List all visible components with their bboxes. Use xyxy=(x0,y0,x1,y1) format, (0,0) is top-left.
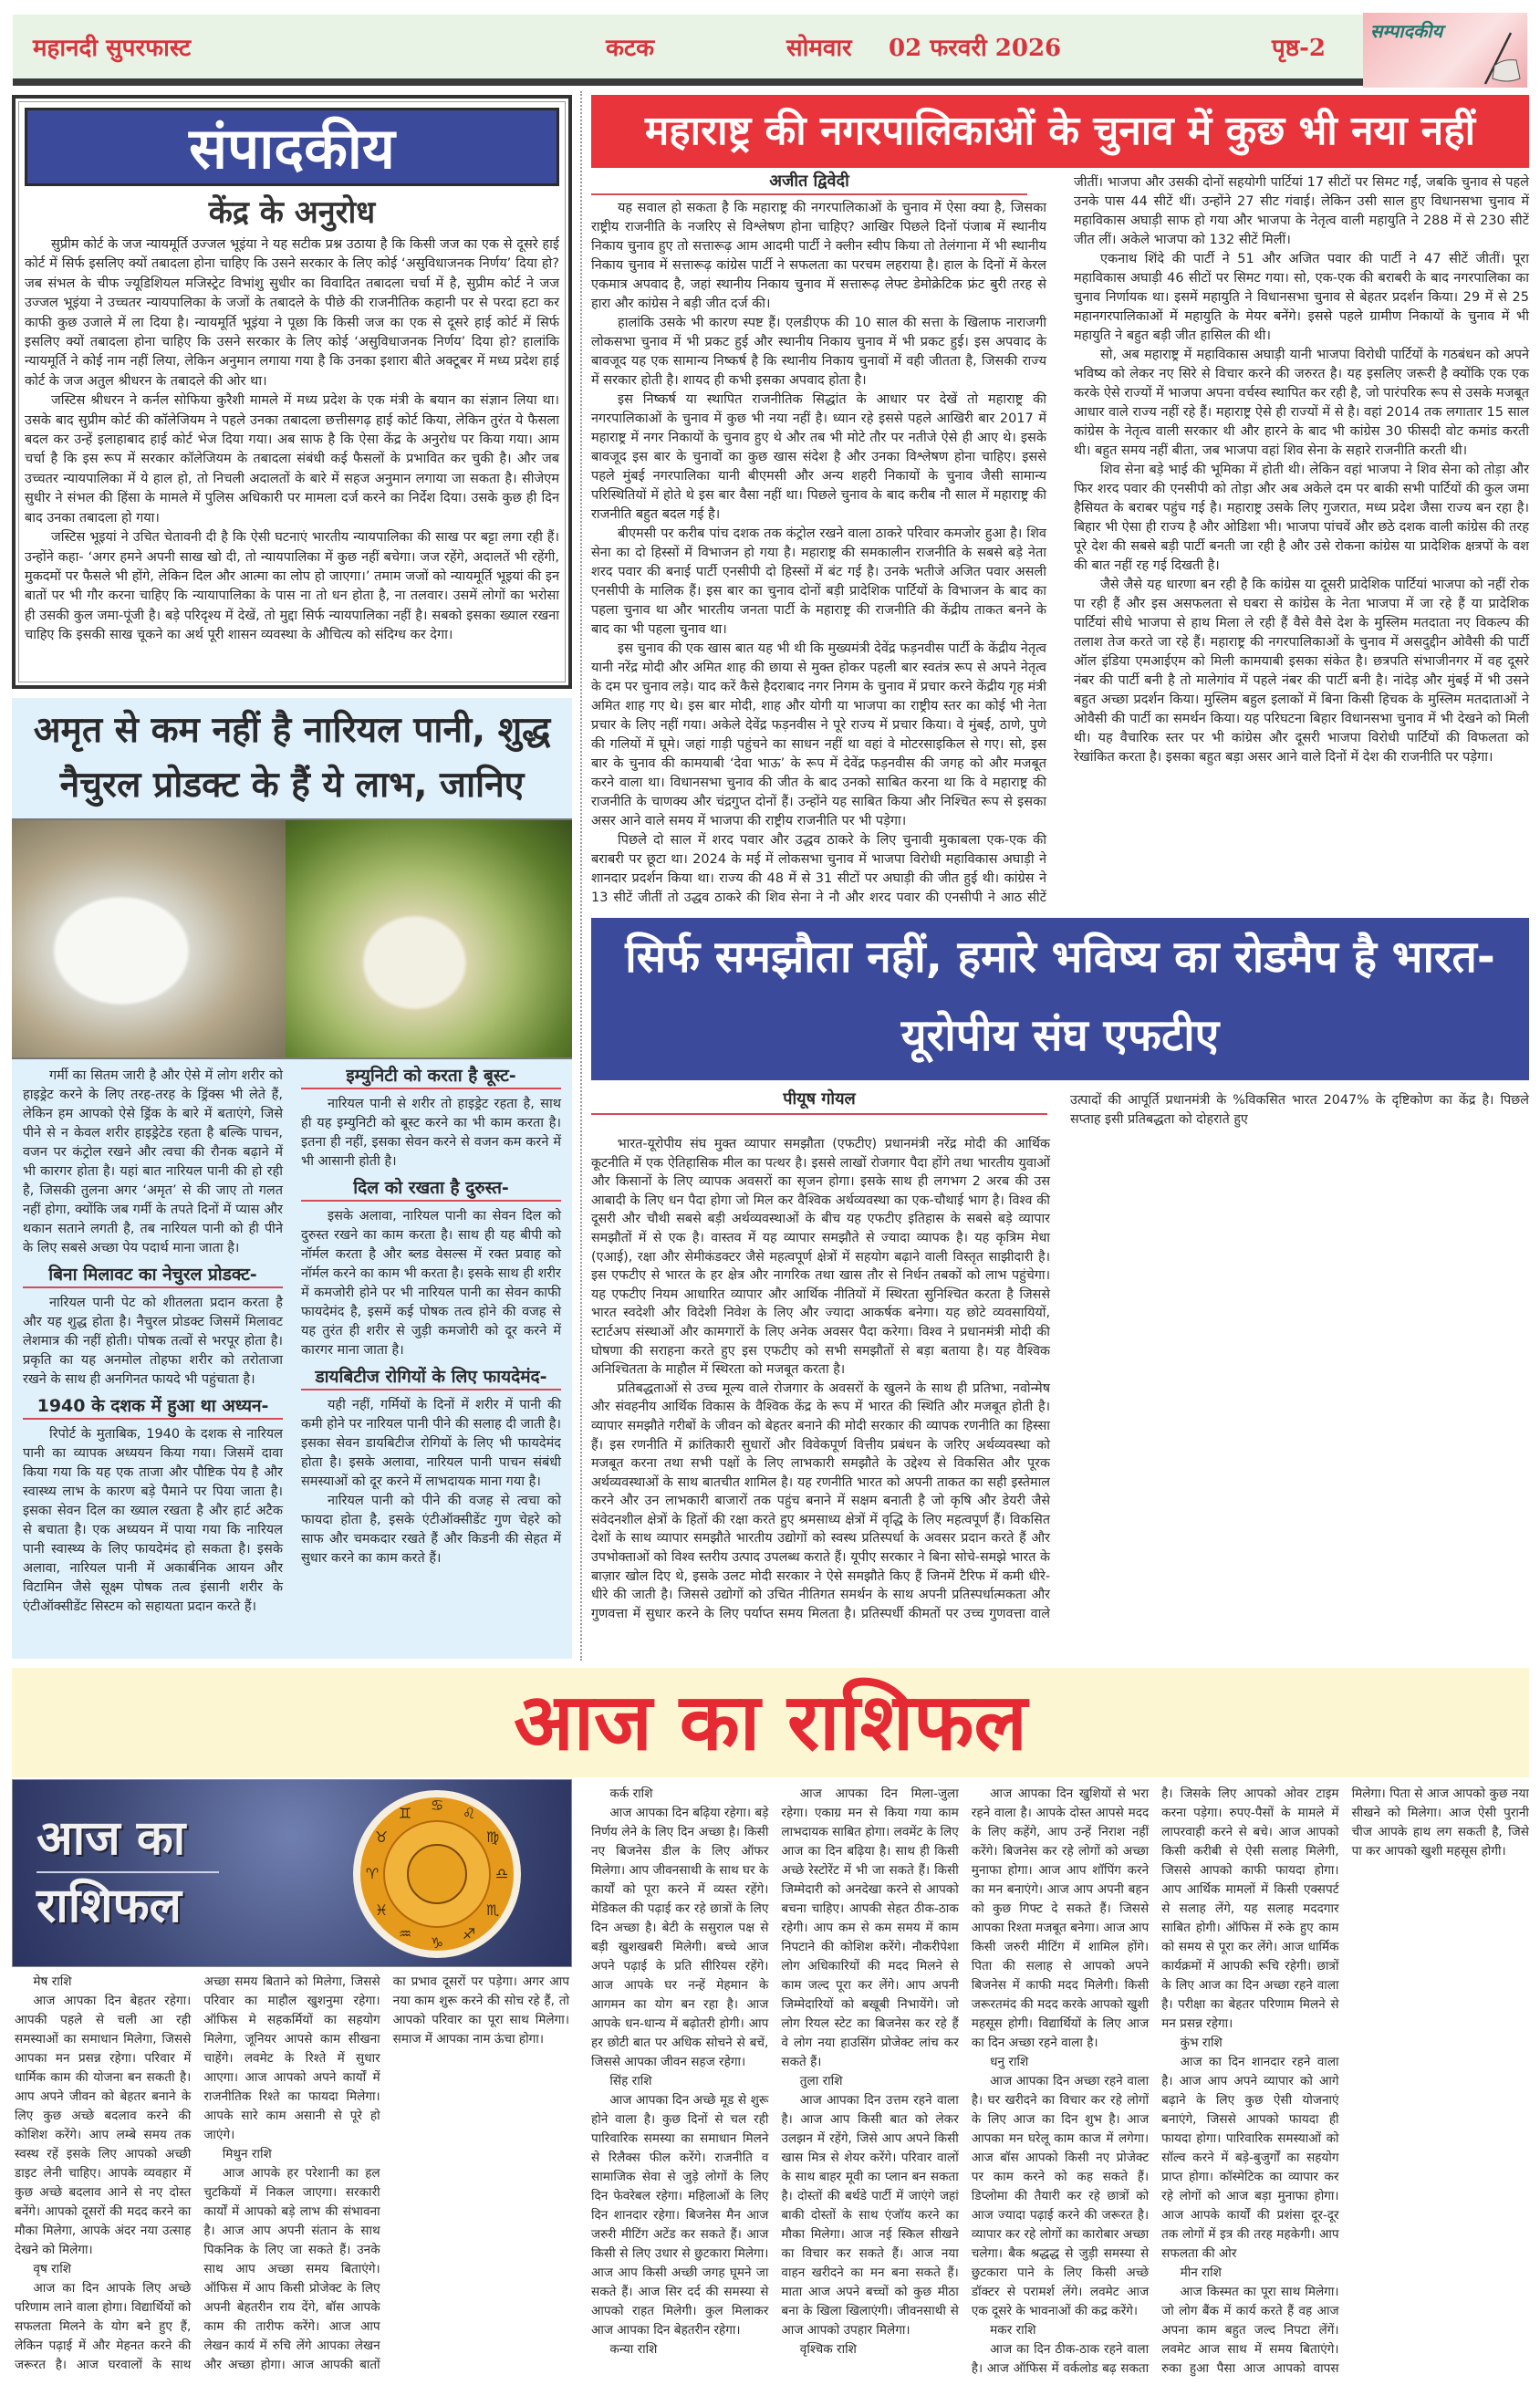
zodiac-sign-name: कुंभ राशि xyxy=(1180,2036,1223,2050)
paragraph: नारियल पानी से शरीर तो हाइड्रेट रहता है, साथ ही यह इम्युनिटी को बूस्ट करने का भी काम करता है। इतना ही नहीं, इसका सेवन करने से वजन कम करने में भी आसानी होती है। xyxy=(301,1097,561,1169)
svg-text:♑: ♑ xyxy=(430,1934,444,1952)
editorial-subtitle: केंद्र के अनुरोध xyxy=(208,194,376,231)
svg-text:♐: ♐ xyxy=(462,1925,476,1942)
horoscope-image xyxy=(12,1779,572,1967)
svg-text:♌: ♌ xyxy=(462,1805,476,1822)
horoscope-text: आज आपका दिन अच्छे मूड से शुरू होने वाला है। कुछ दिनों से चल रही पारिवारिक समस्या का समाधान मिलने से रिलैक्स फील करेंगे। राजनीति व सामाजिक सेवा से जुड़े लोगों के लिए दिन फेवरेबल रहेगा। महिलाओं के लिए दिन शानदार रहेगा। बिजनेस मैन आज जरुरी मीटिंग अटेंड कर सकते हैं। आज किसी से लिए उधार से छुटकारा मिलेगा। आज आप किसी अच्छी जगह घूमने जा सकते हैं। आज सिर दर्द की समस्या से आपको राहत मिलेगी। कुल मिलाकर आज आपका दिन बेहतरीन रहेगा। xyxy=(591,2093,769,2338)
article-headline: महाराष्ट्र की नगरपालिकाओं के चुनाव में कुछ भी नया नहीं xyxy=(591,95,1529,168)
section-heading: इम्युनिटी को करता है बूस्ट- xyxy=(301,1067,561,1089)
svg-text:♒: ♒ xyxy=(398,1925,412,1942)
editorial-title: संपादकीय xyxy=(25,108,559,186)
article-body xyxy=(23,1067,561,1651)
image-text-line: आज का xyxy=(36,1806,219,1873)
horoscope-text: आज आपका दिन खुशियों से भरा रहने वाला है। आपके दोस्त आपसे मदद के लिए कहेंगे, आप उन्हें निराश नहीं करेंगे। बिजनेस कर रहे लोगों को अच्छा मुनाफा होगा। आज आप शॉपिंग करने का मन बनाएंगे। आज आप अपनी बहन को कुछ गिफ्ट दे सकते हैं। जिससे आपका रिश्ता मजबूत बनेगा। आज आप किसी जरुरी मीटिंग में शामिल होंगे। पिता की सलाह से आपको अपने बिजनेस में काफी मदद मिलेगी। किसी जरूरतमंद की मदद करके आपको खुशी महसूस होगी। विद्यार्थियों के लिए आज का दिन अच्छा रहने वाला है। xyxy=(971,1786,1150,2050)
horoscope-image-text xyxy=(36,1806,219,1939)
column-divider xyxy=(580,91,582,1661)
paragraph: सो, अब महाराष्ट्र में महाविकास अघाड़ी यानी भाजपा विरोधी पार्टियों के गठबंधन को अपने भविष्य को लेकर नए सिरे से विचार करने की जरुरत है। यह इसलिए जरूरी है क्योंकि एक एक करके ऐसे राज्यों में भाजपा अपना वर्चस्व स्थापित कर रही है, जो पारंपरिक रूप से उसके मजबूत आधार वाले राज्य नहीं रहे हैं। महाराष्ट्र ऐसे ही राज्यों में से है। वहां 2014 तक लगातार 15 साल कांग्रेस के नेतृत्व वाली सरकार थी और हारने के बाद भी कांग्रेस 30 फीसदी वोट कमांड करती थी। बहुत समय नहीं बीता, जब भाजपा वहां शिव सेना के सहारे राजनीति करती थी। xyxy=(1074,348,1529,458)
editorial-body xyxy=(25,235,559,646)
logo-text: सम्पादकीय xyxy=(1370,20,1443,42)
horoscope-text: आज का दिन शानदार रहने वाला है। आज आप अपने व्यापार को आगे बढ़ाने के लिए कुछ ऐसी योजनाएं बनाएंगे, जिससे आपको फायदा ही फायदा होगा। पारिवारिक समस्याओं को सॉल्व करने में बड़े-बुजुर्गों का सहयोग प्राप्त होगा। कॉस्मेटिक का व्यापार कर रहे लोगों को आज बड़ा मुनाफा होगा। आज आपके कार्यों की प्रशंसा दूर-दूर तक लोगों में इत्र की तरह महकेगी। आप सफलता की ओर xyxy=(1161,2055,1339,2261)
paragraph: गर्मी का सितम जारी है और ऐसे में लोग शरीर को हाइड्रेट करने के लिए तरह-तरह के ड्रिंक्स भी लेते हैं, लेकिन हम आपको ऐसे ड्रिंक के बारे में बताएंगे, जिसे पीने से न केवल शरीर हाइड्रेटेड रहता है बल्कि पाचन, वजन पर कंट्रोल रखने और त्वचा की रौनक बढ़ाने में भी कारगर होता है। यहां बात नारियल पानी की हो रही है, जिसकी तुलना अगर ‘अमृत’ से की जाए तो गलत नहीं होगा, क्योंकि जब गर्मी के तपते दिनों में प्यास और थकान सताने लगती है, तब नारियल पानी को ही पीने के लिए सबसे अच्छा पेय पदार्थ माना जाता है। xyxy=(23,1068,283,1255)
pen-hand-icon xyxy=(1458,29,1522,88)
zodiac-sign-name: कर्क राशि xyxy=(609,1786,653,1801)
zodiac-wheel-icon xyxy=(332,1787,542,1961)
page-number: पृष्ठ-2 xyxy=(1272,35,1326,62)
coconut-water-article xyxy=(12,698,572,1659)
paragraph: इस चुनाव की एक खास बात यह भी थी कि मुख्यमंत्री देवेंद्र फड़नवीस पार्टी के केंद्रीय नेतृत्व यानी नरेंद्र मोदी और अमित शाह की छाया से मुक्त होकर पहली बार स्वतंत्र रूप से अपने नेतृत्व के दम पर चुनाव लड़े। याद करें कैसे हैदराबाद नगर निगम के चुनाव में प्रचार करने केंद्रीय गृह मंत्री अमित शाह गए थे। इस बार मोदी, शाह और योगी या भाजपा का राष्ट्रीय स्तर का कोई भी नेता प्रचार के लिए नहीं गया। अकेले देवेंद्र फड़नवीस ने पूरे राज्य में प्रचार किया। वे मुंबई, ठाणे, पुणे की गलियों में घूमे। जहां गाड़ी पहुंचने का साधन नहीं था वहां वे मोटरसाइकिल से गए। सो, इस बार के चुनाव की कामयाबी ‘देवा भाऊ’ के रूप में देवेंद्र फड़नवीस की जगह को और मजबूत करने वाला था। विधानसभा चुनाव की जीत के बाद उनको साबित करना था कि वे महाराष्ट्र की राजनीति के चाणक्य और चंद्रगुप्त दोनों हैं। उन्होंने यह साबित किया और निश्चित रूप से इसका असर आने वाले समय में भाजपा की राष्ट्रीय राजनीति पर भी पड़ेगा। xyxy=(591,641,1046,828)
section-heading: बिना मिलावट का नेचुरल प्रोडक्ट- xyxy=(23,1265,283,1288)
paragraph: इसके अलावा, नारियल पानी का सेवन दिल को दुरुस्त रखने का काम करता है। साथ ही यह बीपी को नॉर्मल करता है और ब्लड वेसल्स में रक्त प्रवाह को नॉर्मल करने का काम भी करता है। इसके साथ ही शरीर में कमजोरी होने पर भी नारियल पानी का सेवन काफी फायदेमंद है, इसमें कई पोषक तत्व होने की वजह से यह तुरंत ही शरीर से जुड़ी कमजोरी को दूर करने में कारगर माना जाता है। xyxy=(301,1209,561,1358)
svg-text:♋: ♋ xyxy=(430,1797,444,1814)
horoscope-text: आज आपके हर परेशानी का हल चुटकियों में निकल जाएगा। सरकारी कार्यों में आपको बड़े लाभ की संभावना है। आज आप अपनी संतान के साथ पिकनिक के लिए जा सकते हैं। उनके साथ आप अच्छा समय बिताएंगे। ऑफिस में आप किसी प्रोजेक्ट के लिए अपनी बेहतरीन राय देंगे, बॉस आपके काम की तारीफ करेंगे। आज आप लेखन कार्य में रुचि लेंगे आपका लेखन और अच्छा होगा। आज आपकी बातों का प्रभाव दूसरों पर पड़ेगा। अगर आप नया काम शुरू करने की सोच रहे हैं, तो आपको परिवार का पूरा साथ मिलेगा। समाज में आपका नाम ऊंचा होगा। xyxy=(203,1974,569,2372)
paragraph: यह सवाल हो सकता है कि महाराष्ट्र की नगरपालिकाओं के चुनाव में ऐसा क्या है, जिसका राष्ट्रीय राजनीति के नजरिए से विश्लेषण होना चाहिए? आखिर पिछले दिनों पंजाब में स्थानीय निकाय चुनाव हुए तो सत्तारूढ़ आम आदमी पार्टी ने क्लीन स्वीप किया तो तेलंगाना में भी स्थानीय निकाय चुनाव में सत्तारूढ़ कांग्रेस पार्टी ने सफलता का परचम लहराया है। हाल के दिनों में केरल एकमात्र अपवाद है, जहां स्थानीय निकाय चुनाव में सत्तारूढ़ लेफ्ट डेमोक्रेटिक फ्रंट बुरी तरह से हारा और कांग्रेस ने बड़ी जीत दर्ज की। xyxy=(591,201,1046,311)
zodiac-sign-name: सिंह राशि xyxy=(609,2074,652,2088)
article-headline: सिर्फ समझौता नहीं, हमारे भविष्य का रोडमैप है भारत-यूरोपीय संघ एफटीए xyxy=(591,918,1529,1080)
paragraph: इस निष्कर्ष या स्थापित राजनीतिक सिद्धांत के आधार पर देखें तो महाराष्ट्र की नगरपालिकाओं के चुनाव में कुछ भी नया नहीं है। ध्यान रहे इससे पहले आखिरी बार 2017 में महाराष्ट्र में नगर निकायों के चुनाव हुए थे और तब भी मोटे तौर पर नतीजे ऐसे ही आए थे। इसके बावजूद इस बार के चुनावों का कुछ खास संदेश है और उनका विश्लेषण होना चाहिए। इससे पहले मुंबई नगरपालिका यानी बीएमसी और अन्य शहरी निकायों के चुनाव जैसी सामान्य परिस्थितियों में होते थे इस बार वैसा नहीं था। पिछले चुनाव के बाद करीब नौ साल में महाराष्ट्र की राजनीति बहुत बदल गई है। xyxy=(591,392,1046,522)
horoscope-text: आज आपका दिन मिला-जुला रहेगा। एकाग्र मन से किया गया काम लाभदायक साबित होगा। लवमेंट के लिए आज का दिन बढ़िया है। साथ ही किसी अच्छे रेस्टोरेंट में भी जा सकते हैं। किसी जिम्मेदारी को अनदेखा करने से आपको बचना चाहिए। आपकी सेहत ठीक-ठाक रहेगी। आप कम से कम समय में काम निपटाने की कोशिश करेंगे। नौकरीपेशा लोग अधिकारियों की मदद मिलने से काम जल्द पूरा कर लेंगे। आप अपनी जिम्मेदारियों को बखूबी निभायेंगे। जो लोग रियल स्टेट का बिजनेस कर रहे हैं वे लोग नया हाउसिंग प्रोजेक्ट लांच कर सकते हैं। xyxy=(781,1786,959,2069)
horoscope-text: आज आपका दिन उत्तम रहने वाला है। आज आप किसी बात को लेकर उलझन में रहेंगे, जिसे आप अपने किसी खास मित्र से शेयर करेंगे। परिवार वालों के साथ बाहर मूवी का प्लान बन सकता है। दोस्तों की बर्थडे पार्टी में जाएंगे जहां बाकी दोस्तों के साथ एंजॉय करने का मौका मिलेगा। आज नई स्किल सीखने का विचार कर सकते हैं। आज नया वाहन खरीदने का मन बना सकते हैं। माता आज अपने बच्चों को कुछ मीठा बना के खिला खिलाएंगी। जीवनसाथी से आज आपको उपहार मिलेगा। xyxy=(781,2093,959,2338)
zodiac-sign-name: मिथुन राशि xyxy=(222,2147,272,2161)
zodiac-sign-name: वृष राशि xyxy=(33,2262,71,2276)
horoscope-columns-right xyxy=(591,1785,1529,2381)
svg-text:♍: ♍ xyxy=(485,1828,500,1846)
glass-of-coconut-water-image xyxy=(12,820,286,1057)
horoscope-text: आज का दिन ठीक-ठाक रहने वाला है। आज ऑफिस में वर्कलोड बढ़ सकता है। जिसके लिए आपको ओवर टाइम करना पड़ेगा। रुपए-पैसों के मामले में लापरवाही करने से बचे। आज आपको किसी करीबी से ऐसी सलाह मिलेगी, जिससे आपको काफी फायदा होगा। आप आर्थिक मामलों में किसी एक्सपर्ट से सलाह लेंगे, यह सलाह मददगार साबित होगी। ऑफिस में रुके हुए काम को समय से पूरा कर लेंगे। आज धार्मिक कार्यक्रमों में आपकी रूचि रहेगी। छात्रों के लिए आज का दिन अच्छा रहने वाला है। परीक्षा का बेहतर परिणाम मिलने से मन प्रसन्न रहेगा। xyxy=(971,1786,1339,2376)
horoscope-columns-left xyxy=(15,1973,569,2381)
svg-text:♓: ♓ xyxy=(374,1901,389,1919)
zodiac-sign-name: मेष राशि xyxy=(33,1974,72,1989)
paragraph: जैसे जैसे यह धारणा बन रही है कि कांग्रेस या दूसरी प्रादेशिक पार्टियां भाजपा को नहीं रोक पा रही हैं और इस असफलता से घबरा से कांग्रेस के नेता भाजपा में जा रहे हैं या प्रादेशिक पार्टियां सीधे भाजपा से हाथ मिला ले रही हैं वैसे वैसे देश के मुस्लिम मतदाता नए विकल्प की तलाश तेज करते जा रहे हैं। महाराष्ट्र की नगरपालिकाओं के चुनाव में असदुद्दीन ओवैसी की पार्टी ऑल इंडिया एमआईएम को मिली कामयाबी इसका संकेत है। छत्रपति संभाजीनगर में वह दूसरे नंबर की पार्टी बनी है तो मालेगांव में पहले नंबर की पार्टी बनी है। नांदेड़ और मुंबई में भी उसने बहुत अच्छा प्रदर्शन किया। मुस्लिम बहुल इलाकों में बिना किसी हिचक के मुस्लिम मतदाताओं ने ओवैसी की पार्टी का समर्थन किया। यह परिघटना बिहार विधानसभा चुनाव में भी देखने को मिली थी। यह वैचारिक स्तर पर भी कांग्रेस और दूसरी भाजपा विरोधी पार्टियों की विफलता को रेखांकित करता है। इसका बहुत बड़ा असर आने वाले दिनों में देश की राजनीति पर पड़ेगा। xyxy=(1074,578,1529,765)
masthead xyxy=(13,15,1363,78)
article-body xyxy=(591,1091,1529,1657)
editorial-section-logo xyxy=(1363,13,1527,88)
paragraph: हालांकि उसके भी कारण स्पष्ट हैं। एलडीएफ की 10 साल की सत्ता के खिलाफ नाराजगी लोकसभा चुनाव में भी प्रकट हुई और स्थानीय निकाय चुनाव में भी प्रकट हुई। इस अपवाद के बावजूद यह एक सामान्य निष्कर्ष है कि स्थानीय निकाय चुनावों में वही जीतता है, जिसकी राज्य में सरकार होती है। शायद ही कभी इसका अपवाद होता है। xyxy=(591,316,1046,388)
section-heading: 1940 के दशक में हुआ था अध्यन- xyxy=(23,1397,283,1420)
open-coconut-image xyxy=(286,820,572,1057)
paragraph: शिव सेना बड़े भाई की भूमिका में होती थी। लेकिन वहां भाजपा ने शिव सेना को तोड़ा और फिर शरद पवार की एनसीपी को तोड़ा और अब अकेले दम पर बाकी सभी पार्टियों की कुल जमा हैसियत के बराबर पहुंच गई है। महाराष्ट्र उसके लिए गुजरात, मध्य प्रदेश जैसा राज्य बन रहा है। बिहार भी ऐसा ही राज्य है और ओडिशा भी। भाजपा पांचवें और छठे दशक वाली कांग्रेस की तरह पूरे देश की सबसे बड़ी पार्टी बनती जा रही है और उसे रोकना कांग्रेस या प्रादेशिक क्षत्रपों के वश की बात नहीं रह गई दिखती है। xyxy=(1074,463,1529,573)
zodiac-sign-name: कन्या राशि xyxy=(609,2342,658,2357)
paragraph: प्रतिबद्धताओं से उच्च मूल्य वाले रोजगार के अवसरों के खुलने के साथ ही प्रतिभा, नवोन्मेष और संवहनीय आर्थिक विकास के वैश्विक केंद्र के रूप में भारत की स्थिति और मजबूत होती है। व्यापार समझौते गरीबों के जीवन को बेहतर बनाने की मोदी सरकार की व्यापक रणनीति का हिस्सा हैं। इस रणनीति में क्रांतिकारी सुधारों और विवेकपूर्ण वित्तीय प्रबंधन के जरिए अर्थव्यवस्था को मजबूत करना तथा सभी पक्षों के लिए लाभकारी समझौते के उद्देश्य से विकसित और पूरक अर्थव्यवस्थाओं के साथ बातचीत शामिल है। यह रणनीति भारत को अपनी ताकत का सही इस्तेमाल करने और उन लाभकारी बाजारों तक पहुंच बनाने में सक्षम बनाती है जो कृषि और डेयरी जैसे संवेदनशील क्षेत्रों के हितों की रक्षा करते हुए श्रमसाध्य क्षेत्रों में वृद्धि के लिए महत्वपूर्ण हैं। विकसित देशों के साथ व्यापार समझौते भारतीय उद्योगों को स्वस्थ प्रतिस्पर्धा के अवसर प्रदान करते हैं और उपभोक्ताओं को विश्व स्तरीय उत्पाद उपलब्ध कराते हैं। यूपीए सरकार ने बिना सोचे-समझे भारत के बाज़ार खोल दिए थे, इसके उलट मोदी सरकार ने ऐसे समझौते किए हैं जिनमें टैरिफ में कमी धीरे-धीरे की जाती है। जिससे उद्योगों को उचित नीतिगत समर्थन के साथ अपनी प्रतिस्पर्धात्मकता और गुणवत्ता में सुधार करने के लिए पर्याप्त समय मिलता है। प्रतिस्पर्धी कीमतों पर उच्च गुणवत्ता वाले उत्पादों की आपूर्ति प्रधानमंत्री के %विकसित भारत 2047% के दृष्टिकोण का केंद्र है। पिछले सप्ताह इसी प्रतिबद्धता को दोहराते हुए xyxy=(591,1093,1529,1621)
svg-text:♈: ♈ xyxy=(365,1865,380,1882)
svg-text:♊: ♊ xyxy=(398,1805,412,1822)
section-heading: डायबिटीज रोगियों के लिए फायदेमंद- xyxy=(301,1368,561,1390)
paragraph: जस्टिस भूइयां ने उचित चेतावनी दी है कि ऐसी घटनाएं भारतीय न्यायपालिका की साख पर बट्टा लगा रही हैं। उन्होंने कहा- ‘अगर हमने अपनी साख खो दी, तो न्यायपालिका में कुछ नहीं बचेगा। जज रहेंगे, अदालतें भी रहेंगी, मुकदमों पर फैसले भी होंगे, लेकिन दिल और आत्मा का लोप हो जाएगा।’ तमाम जजों को न्यायमूर्ति भूइयां की इन बातों पर भी गौर करना चाहिए कि न्यायापालिका के पास ना तो धन होता है, ना तलवार। उसमें लोगों का भरोसा ही उसकी कुल जमा-पूंजी है। बड़े परिदृश्य में देखें, तो मुद्दा सिर्फ न्यायपालिका नहीं है। सबको इसका ख्याल रखना चाहिए कि इसकी साख चूकने का अर्थ पूरी शासन व्यवस्था के औचित्य को संदिग्ध कर देगा। xyxy=(25,530,559,643)
svg-text:♏: ♏ xyxy=(485,1901,500,1919)
horoscope-text: आज का दिन आपके लिए अच्छे परिणाम लाने वाला होगा। विद्यार्थियों को सफलता मिलने के योग बने हुए हैं, लेकिन पढ़ाई में और मेहनत करने की जरूरत है। आज घरवालों के साथ अच्छा समय बिताने को मिलेगा, जिससे परिवार का माहौल खुशनुमा रहेगा। ऑफिस मे सहकर्मियों का सहयोग मिलेगा, जूनियर आपसे काम सीखना चाहेंगे। लवमेट के रिश्ते में सुधार आएगा। आज आपको अपने कार्यों में राजनीतिक रिश्ते का फायदा मिलेगा। आपके सारे काम असानी से पूरे हो जाएंगे। xyxy=(15,1974,380,2372)
zodiac-sign-name: धनु राशि xyxy=(990,2055,1029,2069)
article-body xyxy=(591,173,1529,909)
horoscope-text: आज किस्मत का पूरा साथ मिलेगा। जो लोग बैंक में कार्य करते हैं वह आज अपना काम बहुत जल्द निपटा लेंगें। लवमेट आज साथ में समय बिताएंगे। रुका हुआ पैसा आज आपको वापस मिलेगा। पिता से आज आपको कुछ नया सीखने को मिलेगा। आज ऐसी पुरानी चीज आपके हाथ लग सकती है, जिसे पा कर आपको खुशी महसूस होगी। xyxy=(1161,1786,1529,2376)
article-headline: अमृत से कम नहीं है नारियल पानी, शुद्ध नैचुरल प्रोडक्ट के हैं ये लाभ, जानिए xyxy=(33,710,551,806)
paragraph: नारियल पानी को पीने की वजह से त्वचा को फायदा होता है, इसके एंटीऑक्सीडेंट गुण चेहरे को साफ और चमकदार रखते हैं और किडनी की सेहत में सुधार करने का काम करते हैं। xyxy=(301,1494,561,1566)
weekday: सोमवार xyxy=(786,35,852,62)
paragraph: भारत-यूरोपीय संघ मुक्त व्यापार समझौता (एफटीए) प्रधानमंत्री नरेंद्र मोदी की आर्थिक कूटनीति में एक ऐतिहासिक मील का पत्थर है। इससे लाखों रोजगार पैदा होंगे तथा भारतीय युवाओं और किसानों के लिए व्यापक अवसरों का सृजन होगा। इसके साथ ही लगभग 2 अरब की उस आबादी के लिए धन पैदा होगा जो मिल कर वैश्विक अर्थव्यवस्था का एक-चौथाई भाग है। विश्व की दूसरी और चौथी सबसे बड़ी अर्थव्यवस्थाओं के बीच यह एफटीए इतिहास के सबसे बड़े व्यापार समझौतों में से एक है। वास्तव में यह व्यापार समझौते से ज्यादा व्यापक है। यह कृत्रिम मेधा (एआई), रक्षा और सेमीकंडक्टर जैसे महत्वपूर्ण क्षेत्रों में सहयोग बढ़ाने वाली विस्तृत साझीदारी है। इस एफटीए से भारत के हर क्षेत्र और नागरिक तथा खास तौर से निर्धन तबकों को लाभ पहुंचेगा। यह एफटीए नियम आधारित व्यापार और आर्थिक नीतियों में स्थिरता सुनिश्चित करता है जिससे भारत स्वदेशी और विदेशी निवेश के लिए और ज्यादा आकर्षक बनेगा। यह छोटे व्यवसायियों, स्टार्टअप संस्थाओं और कामगारों के लिए अनेक अवसर पैदा करेगा। विश्व ने प्रधानमंत्री मोदी की घोषणा की सराहना करते हुए इस एफटीए को सभी समझौतों से बड़ा बताया है। यह वैश्विक अनिश्चितता के माहौल में स्थिरता को मजबूत करता है। xyxy=(591,1137,1050,1378)
paragraph: यही नहीं, गर्मियों के दिनों में शरीर में पानी की कमी होने पर नारियल पानी पीने की सलाह दी जाती है। इसका सेवन डायबिटीज रोगियों के लिए भी फायदेमंद होता है। इसके अलावा, नारियल पानी पाचन संबंधी समस्याओं को दूर करने में लाभदायक माना गया है। xyxy=(301,1398,561,1489)
coconut-water-photo xyxy=(12,818,572,1059)
paragraph: एकनाथ शिंदे की पार्टी ने 51 और अजित पवार की पार्टी ने 47 सीटें जीतीं। पूरा महाविकास अघाड़ी 46 सीटों पर सिमट गया। सो, एक-एक की बराबरी के बाद नगरपालिका का चुनाव निर्णायक था। इसमें महायुति ने विधानसभा चुनाव से बेहतर प्रदर्शन किया। 29 में से 25 महानगरपालिकाओं में महायुति के मेयर बनेंगे। इससे पहले ग्रामीण निकायों के चुनाव में भी महायुति ने बहुत बड़ी जीत हासिल की थी। xyxy=(1074,252,1529,343)
horoscope-text: आज आपका दिन अच्छा रहने वाला है। घर खरीदने का विचार कर रहे लोगों के लिए आज का दिन शुभ है। आज आपका मन घरेलू काम काज में लगेगा। आज बॉस आपको किसी नए प्रोजेक्ट पर काम करने को कह सकते हैं। डिप्लोमा की तैयारी कर रहे छात्रों को आज ज्यादा पढ़ाई करने की जरूरत है। व्यापार कर रहे लोगों का कारोबार अच्छा चलेगा। बैक श्रद्धद्ध से जुड़ी समस्या से छुटकारा पाने के लिए किसी अच्छे डॉक्टर से परामर्श लेंगे। लवमेट आज एक दूसरे के भावनाओं की कद्र करेंगे। xyxy=(971,2074,1150,2318)
paragraph: जस्टिस श्रीधरन ने कर्नल सोफिया कुरैशी मामले में मध्य प्रदेश के एक मंत्री के बयान का संज्ञान लिया था। उसके बाद सुप्रीम कोर्ट की कॉलेजियम ने पहले उनका तबादला छत्तीसगढ़ हाई कोर्ट किया, लेकिन तुरंत ये फैसला बदल कर उन्हें इलाहाबाद हाई कोर्ट भेज दिया गया। अब साफ है कि ऐसा केंद्र के अनुरोध पर किया गया। आम चर्चा है कि इस रूप में सरकार कॉलेजियम के तबादला संबंधी कई फैसलों के प्रभावित कर चुकी है। और जब उच्चतर न्यायपालिका में ये हाल हो, तो निचली अदालतों के बारे में सहज अनुमान लगाया जा सकता है। सीजेएम सुधीर ने संभल की हिंसा के मामले में पुलिस अधिकारी पर मामला दर्ज करने का निर्देश दिया। उसके कुछ ही दिन बाद उनका तबादला हो गया। xyxy=(25,393,559,526)
newspaper-name: महानदी सुपरफास्ट xyxy=(33,35,192,62)
zodiac-sign-name: मकर राशि xyxy=(990,2323,1036,2338)
svg-text:♉: ♉ xyxy=(374,1828,389,1846)
image-text-line: राशिफल xyxy=(36,1879,182,1933)
section-heading: दिल को रखता है दुरुस्त- xyxy=(301,1179,561,1202)
paragraph: पिछले दो साल में शरद पवार और उद्धव ठाकरे के लिए चुनावी मुकाबला एक-एक की बराबरी पर छूटा था। 2024 के मई में लोकसभा चुनाव में भाजपा विरोधी महाविकास अघाड़ी ने शानदार प्रदर्शन किया था। राज्य की 48 में से 31 सीटों पर अघाड़ी की जीत हुई थी। कांग्रेस ने 13 सीटें जीतीं तो उद्धव ठाकरे की शिव सेना ने नौ और शरद पवार की एनसीपी ने आठ सीटें जीतीं। भाजपा और उसकी दोनों सहयोगी पार्टियां 17 सीटों पर सिमट गईं, जबकि चुनाव से पहले उनके पास 44 सीटें थीं। उन्होंने 27 सीट गंवाई। लेकिन उसी साल हुए विधानसभा चुनाव में महाविकास अघाड़ी साफ हो गया और भाजपा के नेतृत्व वाली महायुति ने 288 में से 230 सीटें जीत लीं। अकेले भाजपा को 132 सीटें मिलीं। xyxy=(591,175,1529,905)
city: कटक xyxy=(606,35,655,62)
editorial-box xyxy=(12,95,572,689)
horoscope-banner-title: आज का राशिफल xyxy=(12,1668,1529,1777)
paragraph: बीएमसी पर करीब पांच दशक तक कंट्रोल रखने वाला ठाकरे परिवार कमजोर हुआ है। शिव सेना का दो हिस्सों में विभाजन हो गया है। महाराष्ट्र की समकालीन राजनीति के सबसे बड़े नेता शरद पवार की बनाई पार्टी एनसीपी दो हिस्सों में बंट गई है। उनके भतीजे अजित पवार असली एनसीपी के मालिक हैं। इस बार का चुनाव दोनों बड़ी प्रादेशिक पार्टियों के विभाजन के बाद का पहला चुनाव था और भारतीय जनता पार्टी के महाराष्ट्र की राजनीति की केंद्रीय ताकत बनने के बाद का भी पहला चुनाव था। xyxy=(591,526,1046,637)
zodiac-sign-name: मीन राशि xyxy=(1180,2265,1222,2280)
zodiac-sign-name: तुला राशि xyxy=(799,2074,843,2088)
header-rule xyxy=(13,78,1363,86)
paragraph: नारियल पानी पेट को शीतलता प्रदान करता है और यह शुद्ध होता है। नैचुरल प्रोडक्ट जिसमें मिलावट लेशमात्र की नहीं होती। पोषक तत्वों से भरपूर होता है। प्रकृति का यह अनमोल तोहफा शरीर को तरोताजा रखने के साथ ही अनगिनत फायदे भी पहुंचाता है। xyxy=(23,1296,283,1387)
paragraph: सुप्रीम कोर्ट के जज न्यायमूर्ति उज्जल भूइंया ने यह सटीक प्रश्न उठाया है कि किसी जज का एक से दूसरे हाई कोर्ट में सिर्फ इसलिए क्यों तबादला होना चाहिए कि उसने सरकार के लिए कोई ‘असुविधाजनक निर्णय’ दिया हो? जब संभल के चीफ ज्यूडिशियल मजिस्ट्रेट विभांशु सुधीर का विवादित तबादला चर्चा में है, सुप्रीम कोर्ट ने जज उज्जल भूइंया ने उच्चतर न्यायपालिका के जजों के तबादले के पीछे की राजनीतिक कहानी पर से परदा हटा कर काफी कुछ उजाले में ला दिया है। न्यायमूर्ति भूइंया ने पूछा कि किसी जज का एक से दूसरे हाई कोर्ट में सिर्फ इसलिए क्यों तबादला होना चाहिए कि उसने सरकार के लिए कोई ‘असुविधाजनक निर्णय’ दिया हो? हालांकि न्यायमूर्ति ने कोई नाम नहीं लिया, लेकिन अनुमान लगाया गया है कि उनका इशारा बीते अक्टूबर में मध्य प्रदेश हाई कोर्ट के जज अतुल श्रीधरन के तबादले की ओर था। xyxy=(25,237,559,389)
byline: अजीत द्विवेदी xyxy=(591,170,1027,195)
zodiac-sign-name: वृश्चिक राशि xyxy=(799,2342,857,2357)
horoscope-text: आज आपका दिन बेहतर रहेगा। आपकी पहले से चली आ रही समस्याओं का समाधान मिलेगा, जिससे आपका मन प्रसन्न रहेगा। परिवार में धार्मिक काम की योजना बन सकती है। आप अपने जीवन को बेहतर बनाने के लिए कुछ अच्छे बदलाव करने की कोशिश करेंगे। आप लम्बे समय तक स्वस्थ रहें इसके लिए आपको अच्छी डाइट लेनी चाहिए। आपके व्यवहार में कुछ अच्छे बदलाव आने से नए दोस्त बनेंगे। आपको दूसरों की मदद करने का मौका मिलेगा, आपके अंदर नया उत्साह देखने को मिलेगा। xyxy=(15,1994,192,2257)
svg-text:♎: ♎ xyxy=(494,1865,509,1882)
date: 02 फरवरी 2026 xyxy=(889,35,1062,62)
byline: पीयूष गोयल xyxy=(591,1088,1047,1115)
horoscope-text: आज आपका दिन बढ़िया रहेगा। बड़े निर्णय लेने के लिए दिन अच्छा है। किसी नए बिजनेस डील के लिए ऑफर मिलेगा। आप जीवनसाथी के साथ घर के कार्यों को पूरा करने में व्यस्त रहेंगे। मेडिकल की पढ़ाई कर रहे छात्रों के लिए दिन अच्छा है। बेटी के ससुराल पक्ष से बड़ी खुशखबरी मिलेगी। बच्चे आज अपने पढ़ाई के प्रति सीरियस रहेंगे। आज आपके घर नन्हें मेहमान के आगमन का योग बन रहा है। आज आपके धन-धान्य में बढ़ोतरी होगी। आप हर छोटी बात पर अधिक सोचने से बचें, जिससे आपका जीवन सहज रहेगा। xyxy=(591,1806,769,2069)
paragraph: रिपोर्ट के मुताबिक, 1940 के दशक से नारियल पानी का व्यापक अध्ययन किया गया। जिसमें दावा किया गया कि यह एक ताजा और पौष्टिक पेय है और स्वास्थ्य लाभ के कारण बड़े पैमाने पर पिया जाता है। इसका सेवन दिल का ख्याल रखता है और हार्ट अटैक से बचाता है। एक अध्ययन में पाया गया कि नारियल पानी स्वास्थ्य के लिए फायदेमंद हो सकता है। इसके अलावा, नारियल पानी में अकार्बनिक आयन और विटामिन जैसे सूक्ष्म पोषक तत्व इंसानी शरीर के एंटीऑक्सीडेंट सिस्टम को सहायता प्रदान करते हैं। xyxy=(23,1427,283,1614)
